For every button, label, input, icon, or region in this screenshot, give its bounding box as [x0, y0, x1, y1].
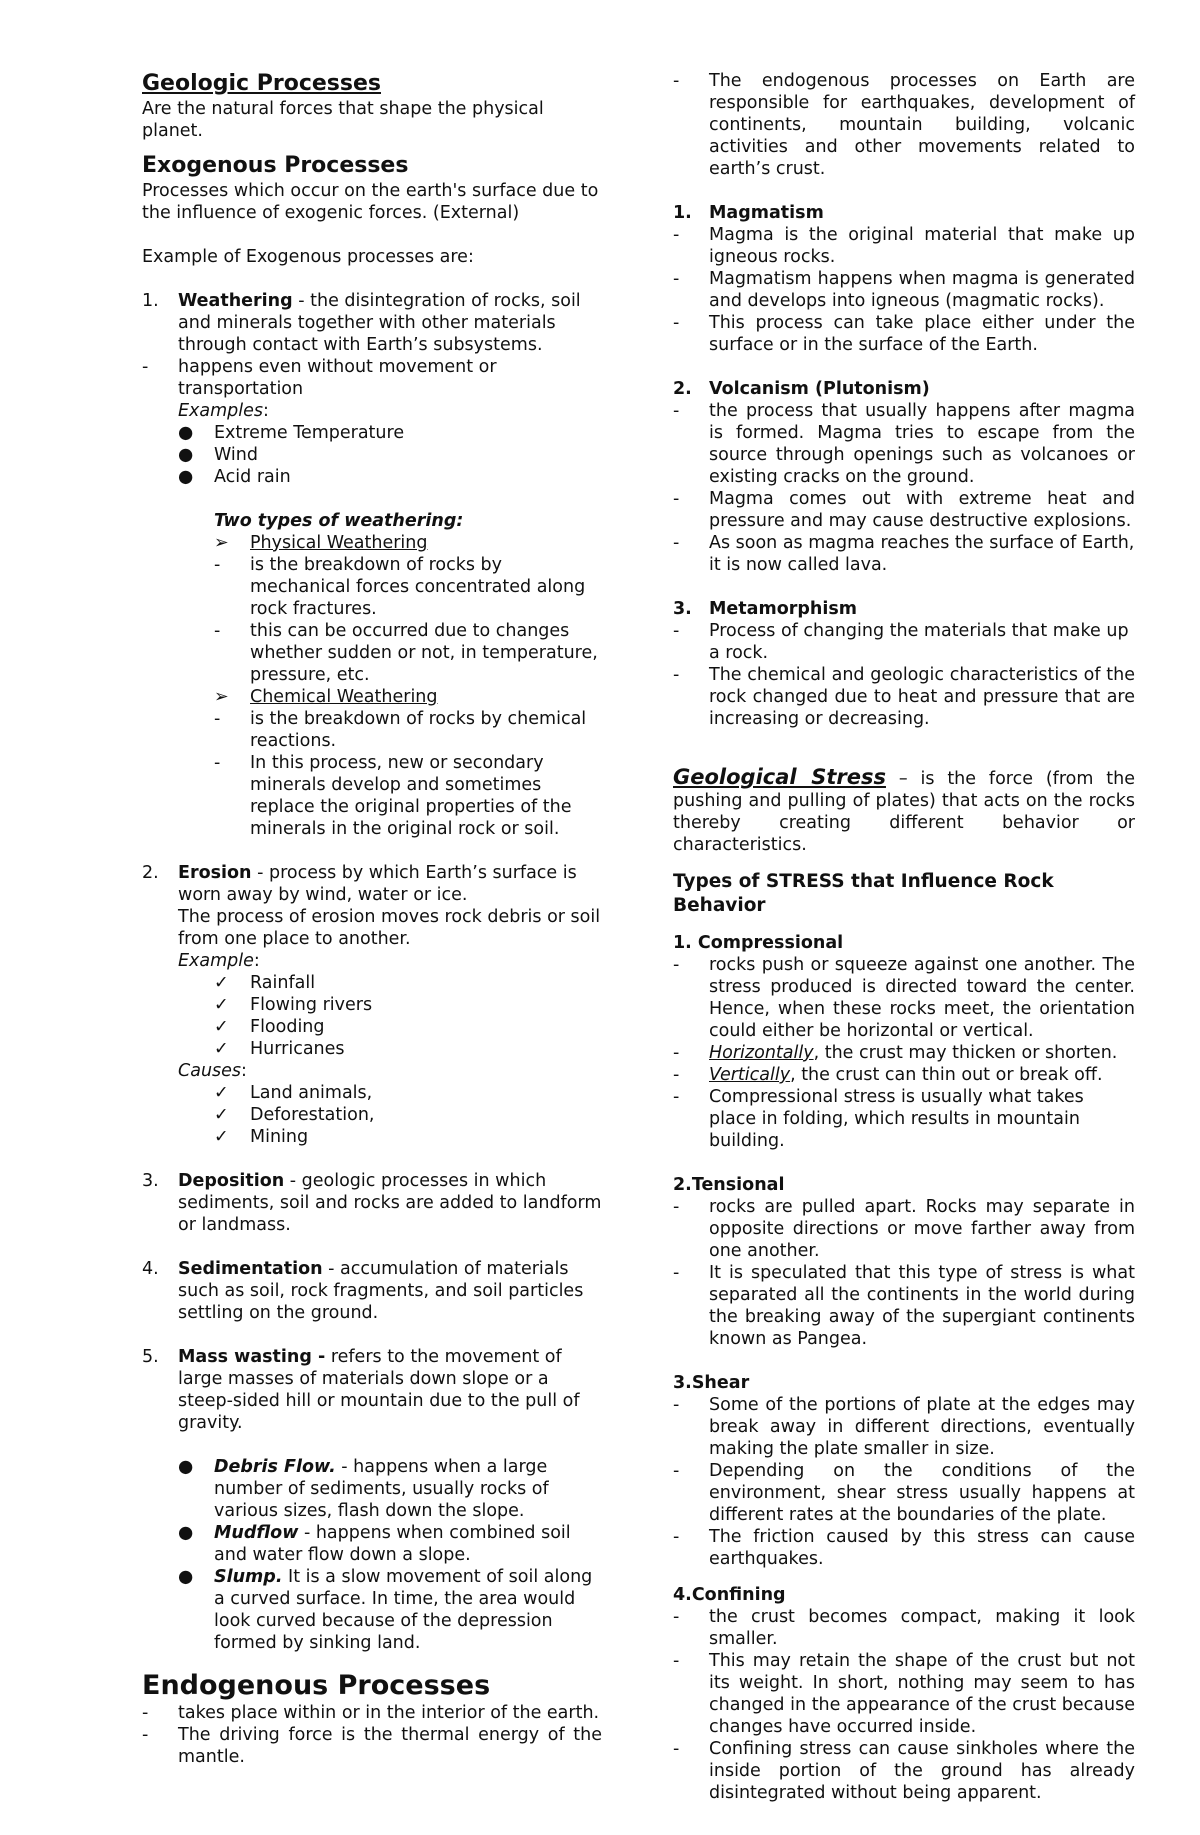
erosion-example-label [142, 950, 602, 972]
weathering-dash-note [142, 356, 602, 400]
physical-weathering-heading [214, 532, 602, 554]
list-item-text: Acid rain [214, 467, 291, 487]
list-item-text: The chemical and geologic characteristics of the rock changed due to heat and pressure that are increasing or decreasing. [709, 665, 1135, 729]
list-item [178, 1566, 602, 1654]
dash-marker: - [673, 1527, 680, 1547]
list-item [214, 1082, 602, 1104]
slump-term: Slump. [214, 1567, 283, 1587]
list-item [214, 1126, 602, 1148]
mass-wasting-list [142, 1456, 602, 1654]
stress-types-heading: Types of STRESS that Influence Rock Behavior [673, 871, 1054, 916]
mudflow-desc: - happens when combined soil and water flow down a slope. [214, 1523, 571, 1565]
checkmark-icon: ✓ [214, 1127, 229, 1147]
endogenous-more [673, 70, 1135, 180]
list-item [142, 1724, 602, 1768]
exogenous-description: Processes which occur on the earth's surface due to the influence of exogenic forces. (External) [142, 181, 599, 223]
dash-marker: - [673, 401, 680, 421]
list-item [673, 1460, 1135, 1526]
list-item-text: Process of changing the materials that make up a rock. [709, 621, 1129, 663]
dash-marker: - [673, 225, 680, 245]
mass-wasting-item [142, 1346, 602, 1434]
dash-marker: - [673, 1395, 680, 1415]
list-item [673, 224, 1135, 268]
checkmark-icon: ✓ [214, 1039, 229, 1059]
list-item [673, 954, 1135, 1042]
erosion-causes-list [142, 1082, 602, 1148]
list-item-text: Flowing rivers [250, 995, 373, 1015]
checkmark-icon: ✓ [214, 1083, 229, 1103]
checkmark-icon: ✓ [214, 1105, 229, 1125]
weathering-term: Weathering [178, 291, 293, 311]
list-item [178, 444, 602, 466]
weathering-desc: - the disintegration of rocks, soil and minerals together with other materials through contact with Earth’s subsystems. [178, 291, 581, 355]
list-item [673, 532, 1135, 576]
list-item-text: As soon as magma reaches the surface of Earth, it is now called lava. [709, 533, 1135, 575]
shear-heading: 3.Shear [673, 1373, 750, 1393]
dash-marker: - [214, 753, 221, 773]
examples-colon: : [263, 401, 269, 421]
dash-marker: - [673, 621, 680, 641]
horizontally-rest: , the crust may thicken or shorten. [813, 1043, 1118, 1063]
bullet-icon: ● [178, 445, 194, 465]
causes-colon: : [241, 1061, 247, 1081]
tensional-heading: 2.Tensional [673, 1175, 785, 1195]
list-number: 2. [142, 863, 159, 883]
dash-marker: - [142, 1703, 149, 1723]
list-item [673, 268, 1135, 312]
list-number: 3. [673, 599, 692, 619]
list-item [214, 708, 602, 752]
list-item-text: This process can take place either under the surface or in the surface of the Earth. [709, 313, 1135, 355]
list-item-text: Extreme Temperature [214, 423, 405, 443]
horizontally-term: Horizontally [709, 1043, 814, 1063]
list-item [178, 1522, 602, 1566]
chemical-weathering-name: Chemical Weathering [250, 687, 438, 707]
bullet-icon: ● [178, 1567, 194, 1587]
list-item [214, 994, 602, 1016]
example-colon: : [253, 951, 260, 971]
exogenous-example-intro: Example of Exogenous processes are: [142, 247, 474, 267]
checkmark-icon: ✓ [214, 973, 229, 993]
arrow-icon: ➢ [214, 533, 229, 553]
list-item [673, 1526, 1135, 1570]
dash-marker: - [673, 269, 680, 289]
list-item-text: Confining stress can cause sinkholes where the inside portion of the ground has already disintegrated without being apparent. [709, 1739, 1135, 1803]
deposition-term: Deposition [178, 1171, 285, 1191]
list-item [673, 1738, 1135, 1804]
deposition-desc: - geologic processes in which sediments, soil and rocks are added to landform or landmass. [178, 1171, 602, 1235]
list-item-text: Compressional stress is usually what takes place in folding, which results in mountain building. [709, 1087, 1084, 1151]
arrow-icon: ➢ [214, 687, 229, 707]
dash-marker: - [142, 1725, 149, 1745]
dash-marker: - [673, 1739, 680, 1759]
erosion-desc2: The process of erosion moves rock debris or soil from one place to another. [178, 907, 601, 949]
list-item [214, 554, 602, 620]
geological-stress-definition [673, 766, 1135, 856]
list-item-text: the process that usually happens after magma is formed. Magma tries to escape from the source through openings such as volcanoes or existing cracks on the ground. [709, 401, 1135, 487]
dash-marker: - [673, 1651, 680, 1671]
bullet-icon: ● [178, 1457, 194, 1477]
page-title: Geologic Processes [142, 71, 381, 96]
list-item [214, 1016, 602, 1038]
list-item [214, 972, 602, 994]
weathering-examples-list [142, 422, 602, 488]
left-column [142, 70, 602, 1768]
list-item [673, 1262, 1135, 1350]
checkmark-icon: ✓ [214, 995, 229, 1015]
title-description: Are the natural forces that shape the physical planet. [142, 99, 544, 141]
dash-marker: - [214, 621, 221, 641]
list-item-text: Magma comes out with extreme heat and pressure and may cause destructive explosions. [709, 489, 1135, 531]
slump-desc: It is a slow movement of soil along a curved surface. In time, the area would look curved because of the depression formed by sinking land. [214, 1567, 593, 1653]
list-item [673, 1196, 1135, 1262]
list-item [673, 620, 1135, 664]
dash-marker: - [673, 1461, 680, 1481]
list-item-text: is the breakdown of rocks by chemical reactions. [250, 709, 587, 751]
list-item-text: the crust becomes compact, making it look smaller. [709, 1607, 1135, 1649]
list-item-text: Rainfall [250, 973, 316, 993]
dash-marker: - [673, 489, 680, 509]
list-item-text: Deforestation, [250, 1105, 375, 1125]
list-item-text: rocks push or squeeze against one another. The stress produced is directed toward the center. Hence, when these rocks meet, the orientation could either be horizontal or vertical. [709, 955, 1135, 1041]
list-item-text: Flooding [250, 1017, 325, 1037]
list-number: 3. [142, 1171, 159, 1191]
dash-marker: - [673, 533, 680, 553]
list-item-text: rocks are pulled apart. Rocks may separate in opposite directions or move farther away from one another. [709, 1197, 1135, 1261]
dash-marker: - [673, 1263, 680, 1283]
deposition-item [142, 1170, 602, 1236]
list-item [214, 620, 602, 686]
sedimentation-term: Sedimentation [178, 1259, 323, 1279]
list-item-text: this can be occurred due to changes whether sudden or not, in temperature, pressure, etc. [250, 621, 598, 685]
exogenous-heading: Exogenous Processes [142, 153, 409, 178]
list-item [673, 1650, 1135, 1738]
list-number: 5. [142, 1347, 159, 1367]
list-item-text: Magmatism happens when magma is generated and develops into igneous (magmatic rocks). [709, 269, 1135, 311]
list-item-text: It is speculated that this type of stress is what separated all the continents in the world during the breaking away of the supergiant continents known as Pangea. [709, 1263, 1135, 1349]
causes-label: Causes [178, 1061, 242, 1081]
dash-marker: - [673, 1065, 680, 1085]
list-item [673, 400, 1135, 488]
list-item [673, 1064, 1135, 1086]
checkmark-icon: ✓ [214, 1017, 229, 1037]
list-item-text: The driving force is the thermal energy of the mantle. [178, 1725, 602, 1767]
geological-stress-title: Geological Stress [673, 765, 886, 789]
magmatism-heading [673, 202, 1135, 224]
weathering-types [142, 510, 602, 840]
list-number: 1. [673, 203, 692, 223]
list-item [142, 1702, 602, 1724]
dash-marker: - [673, 1197, 680, 1217]
weathering-types-label: Two types of weathering: [214, 511, 464, 531]
bullet-icon: ● [178, 467, 194, 487]
debris-flow-desc: - happens when a large number of sediments, usually rocks of various sizes, flash down the slope. [214, 1457, 549, 1521]
list-item [673, 1042, 1135, 1064]
list-item-text: Depending on the conditions of the environment, shear stress usually happens at different rates at the boundaries of the plate. [709, 1461, 1135, 1525]
dash-marker: - [673, 1087, 680, 1107]
list-item [178, 1456, 602, 1522]
dash-marker: - [673, 313, 680, 333]
list-item [178, 422, 602, 444]
vertically-rest: , the crust can thin out or break off. [790, 1065, 1103, 1085]
mass-wasting-desc: refers to the movement of large masses of materials down slope or a steep-sided hill or mountain due to the pull of gravity. [178, 1347, 580, 1433]
weathering-item [142, 290, 602, 356]
dash-marker: - [673, 1043, 680, 1063]
list-item-text: Some of the portions of plate at the edges may break away in different directions, eventually making the plate smaller in size. [709, 1395, 1135, 1459]
dash-marker: - [673, 665, 680, 685]
list-item [214, 1038, 602, 1060]
list-item [673, 312, 1135, 356]
compressional-heading: 1. Compressional [673, 933, 844, 953]
erosion-causes-label [142, 1060, 602, 1082]
list-item-text: Hurricanes [250, 1039, 345, 1059]
list-item-text: Wind [214, 445, 258, 465]
dash-marker: - [142, 357, 149, 377]
erosion-term: Erosion [178, 863, 252, 883]
dash-note-text: happens even without movement or transportation [178, 357, 497, 399]
weathering-examples-label [142, 400, 602, 422]
list-item [214, 752, 602, 840]
right-column [673, 70, 1135, 1804]
list-item-text: This may retain the shape of the crust but not its weight. In short, nothing may seem to has changed in the appearance of the crust because changes have occurred inside. [709, 1651, 1135, 1737]
list-item-text: takes place within or in the interior of the earth. [178, 1703, 600, 1723]
erosion-desc: - process by which Earth’s surface is worn away by wind, water or ice. [178, 863, 577, 905]
example-label: Example [178, 951, 254, 971]
vertically-term: Vertically [709, 1065, 791, 1085]
list-item [178, 466, 602, 488]
list-item [673, 1606, 1135, 1650]
erosion-item [142, 862, 602, 906]
bullet-icon: ● [178, 423, 194, 443]
chemical-weathering-heading [214, 686, 602, 708]
list-item-text: is the breakdown of rocks by mechanical forces concentrated along rock fractures. [250, 555, 586, 619]
mass-wasting-term: Mass wasting - [178, 1347, 326, 1367]
erosion-examples-list [142, 972, 602, 1060]
sedimentation-desc: - accumulation of materials such as soil, rock fragments, and soil particles settling on the ground. [178, 1259, 584, 1323]
list-item [673, 488, 1135, 532]
volcanism-heading [673, 378, 1135, 400]
geological-stress-desc: – is the force (from the pushing and pulling of plates) that acts on the rocks thereby creating different behavior or characteristics. [673, 769, 1135, 855]
metamorphism-term: Metamorphism [709, 599, 857, 619]
magmatism-term: Magmatism [709, 203, 824, 223]
list-number: 1. [142, 291, 159, 311]
list-item-text: The friction caused by this stress can cause earthquakes. [709, 1527, 1135, 1569]
debris-flow-term: Debris Flow. [214, 1457, 336, 1477]
list-item-text: Land animals, [250, 1083, 373, 1103]
dash-marker: - [673, 1607, 680, 1627]
confining-heading: 4.Confining [673, 1585, 786, 1605]
list-number: 2. [673, 379, 692, 399]
endogenous-more-text: The endogenous processes on Earth are responsible for earthquakes, development of continents, mountain building, volcanic activities and other movements related to earth’s crust. [709, 71, 1135, 179]
volcanism-term: Volcanism (Plutonism) [709, 379, 930, 399]
endogenous-heading: Endogenous Processes [142, 1670, 491, 1701]
list-item [673, 664, 1135, 730]
bullet-icon: ● [178, 1523, 194, 1543]
list-item-text: In this process, new or secondary minerals develop and sometimes replace the original properties of the minerals in the original rock or soil. [250, 753, 572, 839]
dash-marker: - [673, 955, 680, 975]
list-item [214, 1104, 602, 1126]
list-item-text: Mining [250, 1127, 309, 1147]
list-item [673, 1086, 1135, 1152]
list-item [673, 1394, 1135, 1460]
metamorphism-heading [673, 598, 1135, 620]
dash-marker: - [214, 555, 221, 575]
list-number: 4. [142, 1259, 159, 1279]
list-item-text: Magma is the original material that make up igneous rocks. [709, 225, 1135, 267]
dash-marker: - [214, 709, 221, 729]
mudflow-term: Mudflow [214, 1523, 299, 1543]
dash-marker: - [673, 71, 680, 91]
examples-label: Examples [178, 401, 264, 421]
physical-weathering-name: Physical Weathering [250, 533, 428, 553]
sedimentation-item [142, 1258, 602, 1324]
